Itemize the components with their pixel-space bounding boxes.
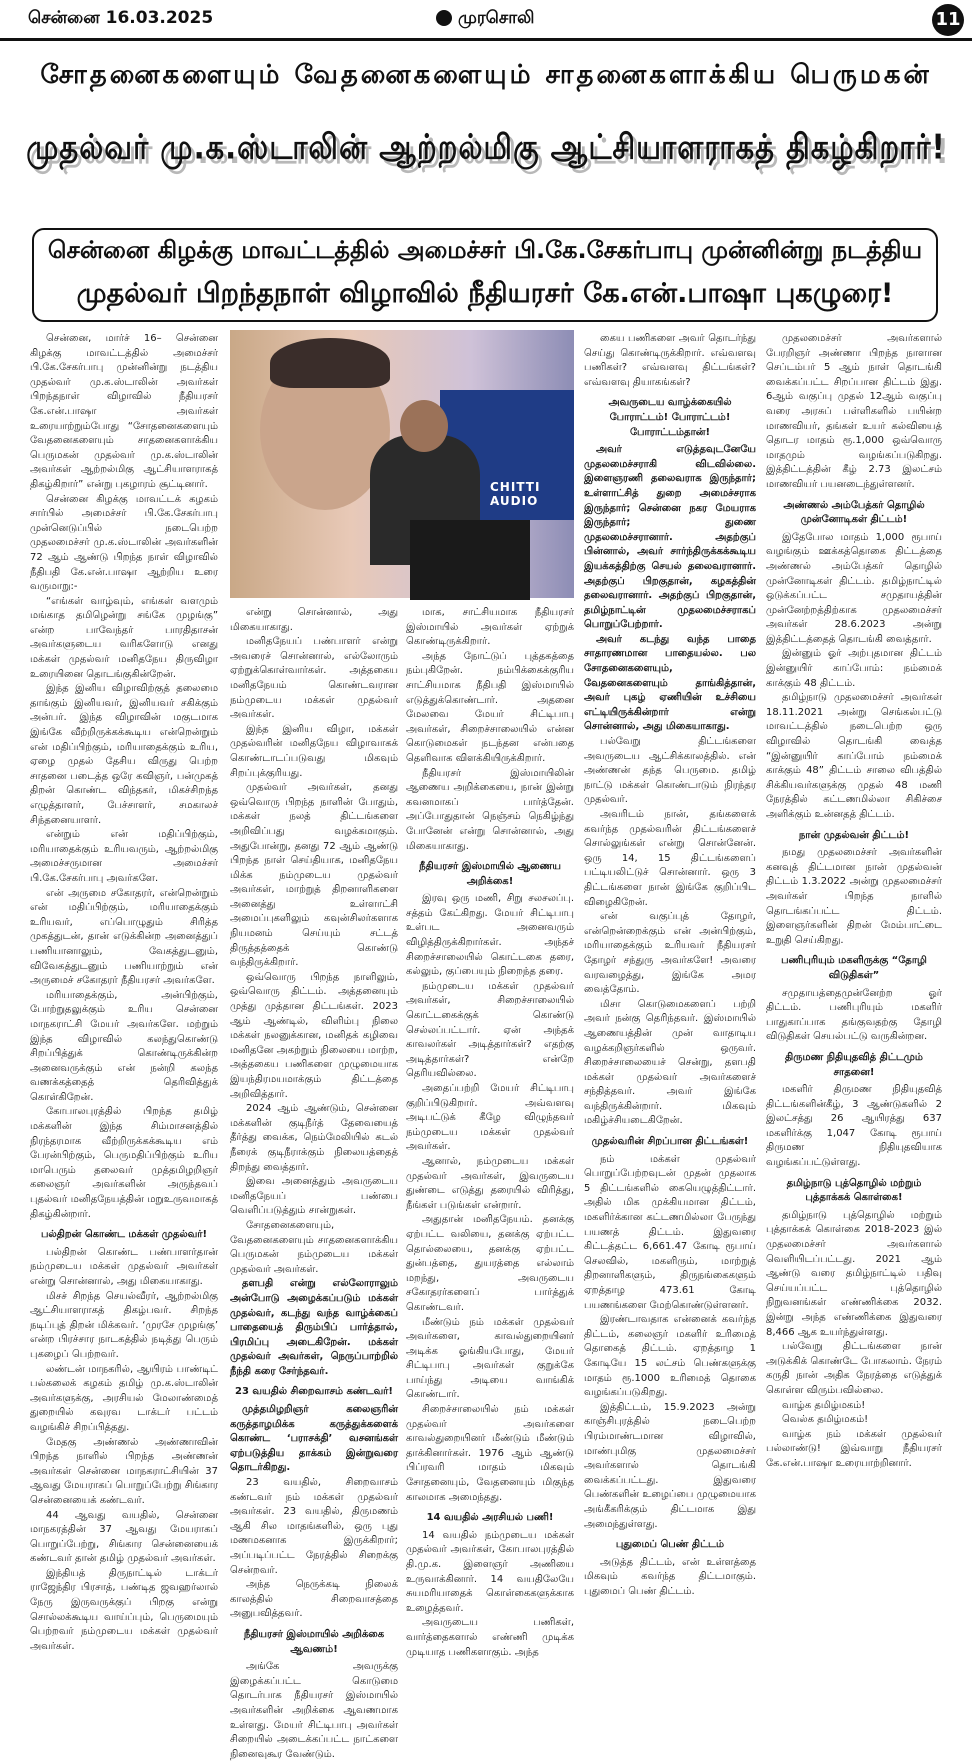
- col2-highlight: தளபதி என்று எல்லோராலும் அன்போடு அழைக்கப்படும் மக்கள் முதல்வர், கடந்து வந்த வாழ்க்கைப் பாதையைத் திரும்பிப் பார்த்தால், பிரமிப்பு அடைகிறேன். மக்கள் முதல்வர் அவர்கள், நெருப்பாற்றில் நீந்தி கரை சேர்ந்தவர்.: [230, 1278, 398, 1377]
- col5-para: இன்னும் ஓர் அற்புதமான திட்டம் இன்னுயிர் காப்போம்: நம்மைக் காக்கும் 48 திட்டம்.: [766, 648, 942, 689]
- col4-highlight: அவர் கடந்து வந்த பாதை சாதாரணமான பாதையல்ல. பல சோதனைகளையும், வேதனைகளையும் தாங்கித்தான், அவர் புகழ் ஏணியின் உச்சியை எட்டியிருக்கின்றார் என்று சொன்னால், அது மிகையாகாது.: [584, 633, 756, 733]
- col1-para: மரியாதைக்கும், அன்பிற்கும், போற்றுதலுக்கும் உரிய சென்னை மாநகராட்சி மேயர் அவர்களே. மற்றும் இந்த விழாவில் கலந்துகொண்டு சிறப்பித்துக் கொண்டிருக்கின்ற அனைவருக்கும் என் நன்றி கலந்த வணக்கத்தைத் தெரிவித்துக் கொள்கிறேன்.: [30, 989, 218, 1103]
- col1-para: பல்திறன் கொண்ட பண்பாளர்தான் நம்முடைய மக்கள் முதல்வர் அவர்கள் என்று சொன்னால், அது மிகையாகாது.: [30, 1246, 218, 1287]
- col5-para: நமது முதலமைச்சர் அவர்களின் கனவுத் திட்டமான நான் முதல்வன் திட்டம் 1.3.2022 அன்று முதலமைச்சர் அவர்கள் பிறந்த நாளில் தொடங்கப்பட்ட திட்டம். இளைஞர்களின் திறன் மேம்பாட்டை உறுதி செய்கிறது.: [766, 847, 942, 946]
- col2-para: சோதனைகளையும், வேதனைகளையும் சாதனைகளாக்கிய பெருமகன் நம்முடைய மக்கள் முதல்வர் அவர்கள்.: [230, 1219, 398, 1275]
- col5-para: முதலமைச்சர் அவர்களால் பேரறிஞர் அண்ணா பிறந்த நாளான செப்டம்பர் 5 ஆம் நாள் தொடங்கி வைக்கப்பட்ட சிறப்பான திட்டம் இது. 6ஆம் வகுப்பு முதல் 12ஆம் வகுப்பு வரை அரசுப் பள்ளிகளில் பயின்ற மாணவியர், தங்கள் உயர் கல்வியைத் தொடர மாதம் ரூ.1,000 ஒவ்வொரு மாதமும் வழங்கப்படுகிறது. இத்திட்டத்தின் கீழ் 2.73 இலட்சம் மாணவியர் பயனடைந்துள்ளனர்.: [766, 333, 942, 490]
- col2-para: 2024 ஆம் ஆண்டும், சென்னை மக்களின் குடிநீர்த் தேவையைத் தீர்த்து வைக்க, நெம்மேலியில் கடல் நீரைக் குடிநீராக்கும் நிலையத்தைத் திறந்து வைத்தார்.: [230, 1103, 398, 1173]
- col1-para: மேதகு அண்ணல் அண்ணாவின் பிறந்த நாளில் பிறந்த அண்ணன் அவர்கள் சென்னை மாநகராட்சியின் 37 ஆவது மேயராகப் பொறுப்பேற்று சிங்கார சென்னையைக் கண்டவர்.: [30, 1436, 218, 1506]
- paper-logo-icon: [436, 10, 452, 26]
- col5-para: மகளிர் திருமண நிதியுதவித் திட்டங்களின்கீழ், 3 ஆண்டுகளில் 2 இலட்சத்து 26 ஆயிரத்து 637 மகளிர்க்கு 1,047 கோடி ரூபாய் திருமண நிதியுதவியாக வழங்கப்பட்டுள்ளது.: [766, 1084, 942, 1169]
- col5-para: வாழ்க தமிழ்மகம்!: [782, 1399, 866, 1411]
- article-column-5: [766, 332, 942, 1492]
- col3-para: அந்த நோட்டுப் புத்தகத்தை நம்புகிறேன். நம்பிக்கைக்குரிய சாட்சியமாக நீதிபதி இஸ்மாயில் எடுத்துக்கொண்டார். அதனை மேலவை மேயர் சிட்டிபாபு அவர்கள், சிறைச்சாலையில் என்ன கொடுமைகள் நடந்தன என்பதை தெளிவாக விளக்கியிருக்கிறார்.: [406, 650, 574, 764]
- col3-subhead: நீதியரசர் இஸ்மாயில் ஆணைய அறிக்கை!: [419, 861, 561, 887]
- col1-para: கோபாலபுரத்தில் பிறந்த தமிழ் மக்களின் இந்த சிம்மாசனத்தில் நிரந்தரமாக வீற்றிருக்கக்கூடிய எம் பேரன்பிற்கும், பெருமதிப்பிற்கும் உரிய மாபெரும் தலைவர் முத்தமிழறிஞர் கலைஞர் அவர்களின் அருந்தவப் புதல்வர் மனிதநேயத்தின் மறுஉருவமாகத் திகழ்கின்றார்.: [30, 1106, 218, 1220]
- col4-para: இத்திட்டம், 15.9.2023 அன்று காஞ்சிபுரத்தில் நடைபெற்ற பிரம்மாண்டமான விழாவில், மாண்புமிகு முதலமைச்சர் அவர்களால் தொடங்கி வைக்கப்பட்டது. இதுவரை பெண்களின் உழைப்பை முழுமையாக அங்கீகரிக்கும் திட்டமாக இது அமைந்துள்ளது.: [584, 1401, 756, 1530]
- col1-para: இந்தியத் திருநாட்டில் டாக்டர் ராஜேந்திர பிரசாத், பண்டித ஜவஹர்லால் நேரு இருவருக்குப் பிறகு என்று சொல்லக்கூடிய வாய்ப்பும், பெருமையும் பெற்றவர் நம்முடைய மக்கள் முதல்வர் அவர்கள்.: [30, 1567, 218, 1652]
- col2-para: என்று சொன்னால், அது மிகையாகாது.: [230, 607, 398, 633]
- col5-subhead: நான் முதல்வன் திட்டம்!: [798, 829, 910, 841]
- col4-highlight: அவர் எடுத்தவுடனேயே முதலமைச்சராகி விடவில்லை. இளைஞரணி தலைவராக இருந்தார்; உள்ளாட்சித் துறை அமைச்சராக இருந்தார்; சென்னை நகர மேயராக இருந்தார்; துணை முதலமைச்சரானார். அதற்குப் பின்னால், அவர் சார்ந்திருக்கக்கூடிய இயக்கத்திற்கு செயல் தலைவரானார். அதற்குப் பிறகுதான், கழகத்தின் தலைவரானார். அதற்குப் பிறகுதான், தமிழ்நாட்டின் முதலமைச்சராகப் பொறுப்பேற்றார்.: [584, 444, 756, 631]
- col4-para: பல்வேறு திட்டங்களை அவருடைய ஆட்சிக்காலத்தில். என் அண்ணன் தந்த பெருமை. தமிழ் நாட்டு மக்கள் கொண்டாடும் நிரந்தர முதல்வர்.: [584, 736, 756, 806]
- col3-para: சிறைச்சாலையில் நம் மக்கள் முதல்வர் அவர்களை காவல்துறையினர் மீண்டும் மீண்டும் தாக்கினார்கள். 1976 ஆம் ஆண்டு பிப்ரவரி மாதம் மிகவும் சோதனையும், வேதனையும் மிகுந்த காலமாக அமைந்தது.: [406, 1404, 574, 1503]
- col5-para: இதேபோல மாதம் 1,000 ரூபாய் வழங்கும் ஊக்கத்தொகை திட்டத்தை அண்ணல் அம்பேத்கர் தொழில் முன்னோடிகள் திட்டம். தமிழ்நாட்டில் ஒடுக்கப்பட்ட சமுதாயத்தின் முன்னேற்றத்திற்காக முதலமைச்சர் அவர்கள் 28.6.2023 அன்று இத்திட்டத்தைத் தொடங்கி வைத்தார்.: [766, 531, 942, 645]
- col1-para: சென்னை, மார்ச் 16– சென்னை கிழக்கு மாவட்டத்தில் அமைச்சர் பி.கே.சேகர்பாபு முன்னின்று நடத்திய முதல்வர் மு.க.ஸ்டாலின் அவர்கள் பிறந்தநாள் விழாவில் நீதியரசர் கே.என்.பாஷா அவர்கள் உரையாற்றும்போது “சோதனைகளையும் வேதனைகளையும் சாதனைகளாக்கிய பெருமகன் முதல்வர் மு.க.ஸ்டாலின் அவர்கள் ஆற்றல்மிகு ஆட்சியாளராகத் திகழ்கிறார்” என்று புகழாரம் சூட்டினார்.: [30, 333, 218, 490]
- col1-para: “எங்கள் வாழ்வும், எங்கள் வளமும் மங்காத தமிழென்று சங்கே முழங்கு” என்ற பாவேந்தர் பாரதிதாசன் அவர்களுடைய வரிகளோடு எனது மக்கள் முதல்வர் மனிதநேய திருவிழா உரையினை தொடங்குகின்றேன்.: [30, 595, 218, 680]
- photo-portrait-hair: [270, 338, 390, 388]
- col3-para: நீதியரசர் இஸ்மாயிலின் ஆணைய அறிக்கையை, நான் இன்று கவனமாகப் பார்த்தேன். அப்போதுதான் நெஞ்சம் நெகிழ்ந்து போனேன் என்று சொன்னால், அது மிகையாகாது.: [406, 767, 574, 852]
- col4-subhead: முதல்வரின் சிறப்பான திட்டங்கள்!: [591, 1136, 749, 1148]
- col4-para: அடுத்த திட்டம், என் உள்ளத்தை மிகவும் கவர்ந்த திட்டமாகும். புதுமைப் பெண் திட்டம்.: [584, 1556, 756, 1597]
- masthead-rule: [0, 38, 972, 41]
- col2-para: மனிதநேயப் பண்பாளர் என்று அவரைச் சொன்னால், எல்லோரும் ஏற்றுக்கொள்வார்கள். அத்தகைய மனிதநேயம் கொண்டவரான நம்முடைய மக்கள் முதல்வர் அவர்கள்.: [230, 636, 398, 721]
- col4-para: கைய பணிகளை அவர் தொடர்ந்து செய்து கொண்டிருக்கிறார். எவ்வளவு பணிகள்? எவ்வளவு திட்டங்கள்? எவ்வளவு தியாகங்கள்?: [584, 333, 756, 388]
- col3-para: அதுதான் மனிதநேயம். தனக்கு ஏற்பட்ட வலியை, தனக்கு ஏற்பட்ட தொல்லையை, தனக்கு ஏற்பட்ட துன்பத்தை, துயரத்தை எல்லாம் மறந்து, அவருடைய சகோதரர்களைப் பார்த்துக் கொண்டவர்.: [406, 1214, 574, 1313]
- article-column-1: [30, 332, 218, 1652]
- col1-para: சென்னை கிழக்கு மாவட்டக் கழகம் சார்பில் அமைச்சர் பி.கே.சேகர்பாபு முன்னெடுப்பில் நடைபெற்ற முதலமைச்சர் மு.க.ஸ்டாலின் அவர்களின் 72 ஆம் ஆண்டு பிறந்த நாள் விழாவில் நீதிபதி கே.என்.பாஷா ஆற்றிய உரை வருமாறு:-: [30, 493, 218, 593]
- col3-para: மீண்டும் நம் மக்கள் முதல்வர் அவர்களை, காவல்துறையினர் அடிக்க ஓங்கியபோது, மேயர் சிட்டிபாபு அவர்கள் குறுக்கே பாய்ந்து அடியை வாங்கிக் கொண்டார்.: [406, 1316, 574, 1401]
- col2-para: முதல்வர் அவர்கள், தனது ஒவ்வொரு பிறந்த நாளின் போதும், மக்கள் நலத் திட்டங்களை அறிவிப்பது வழக்கமாகும். அதுபோன்று, தனது 72 ஆம் ஆண்டு பிறந்த நாள் செய்தியாக, மனிதநேய மிக்க நம்முடைய முதல்வர் அவர்கள், மாற்றுத் திறனாளிகளை அனைத்து உள்ளாட்சி அமைப்புகளிலும் கவுன்சிலர்களாக நியமனம் செய்யும் சட்டத் திருத்தத்தைக் கொண்டு வந்திருக்கிறார்.: [230, 782, 398, 969]
- paper-brand: [436, 8, 535, 30]
- col3-para: இரவு ஒரு மணி, சிறு சலசலப்பு. சத்தம் கேட்கிறது. மேயர் சிட்டிபாபு உள்பட அனைவரும் விழித்திருக்கிறார்கள். அந்தச் சிறைச்சாலையில் கொட்டகை தரை, கல்லும், குப்பையும் நிறைந்த தரை.: [406, 893, 574, 978]
- col5-para: வாழ்க நம் மக்கள் முதல்வர் பல்லாண்டு! இவ்வாறு நீதியரசர் கே.என்.பாஷா உரையாற்றினார்.: [766, 1428, 942, 1469]
- page-number-badge: 11: [932, 4, 964, 36]
- col1-para: 44 ஆவது வயதில், சென்னை மாநகரத்தின் 37 ஆவது மேயராகப் பொறுப்பேற்று, சிங்கார சென்னையைக் கண்டவர் தான் தமிழ் முதல்வர் அவர்கள்.: [30, 1509, 218, 1565]
- col5-subhead: திருமண நிதியுதவித் திட்டமும் சாதனை!: [785, 1051, 923, 1078]
- col1-para: என் அருமை சகோதரர், என்றென்றும் என் மதிப்பிற்கும், மரியாதைக்கும் உரியவர், எப்பொழுதும் சிரித்த முகத்துடன், தான் எடுக்கின்ற அனைத்துப் பணியானாலும், வேகத்துடனும், விவேகத்துடனும் பணியாற்றும் என் அருமைச் சகோதரர் நீதியரசர் அவர்களே.: [30, 887, 218, 987]
- col2-highlight: முத்தமிழறிஞர் கலைஞரின் கருத்தாழமிக்க கருத்துக்களைக் கொண்ட ‘பராசக்தி’ வசனங்கள் ஏற்படுத்திய தாக்கம் இன்றுவரை தொடர்கிறது.: [230, 1404, 398, 1474]
- col5-para: பல்வேறு திட்டங்களை நான் அடுக்கிக் கொண்டே போகலாம். நேரம் கருதி நான் அதிக நேரத்தை எடுத்துக் கொள்ள விரும்பவில்லை.: [766, 1341, 942, 1396]
- deck-box: [32, 228, 938, 322]
- col3-para: மாக, சாட்சியமாக நீதியரசர் இஸ்மாயில் அவர்கள் ஏற்றுக் கொண்டிருக்கிறார்.: [406, 607, 574, 648]
- paper-name: முரசொலி: [458, 8, 535, 28]
- col2-subhead: 23 வயதில் சிறைவாசம் கண்டவர்!: [235, 1386, 393, 1398]
- col3-para: 14 வயதில் நம்முடைய மக்கள் முதல்வர் அவர்கள், கோபாலபுரத்தில் தி.மு.க. இளைஞர் அணியை உருவாக்கினார். 14 வயதிலேயே சுயமரியாதைக் கொள்கைகளுக்காக உழைத்தவர்.: [406, 1529, 574, 1614]
- col4-para: இரண்டாவதாக என்னைக் கவர்ந்த திட்டம், கலைஞர் மகளிர் உரிமைத் தொகைத் திட்டம். ஏறத்தாழ 1 கோடியே 15 லட்சம் பெண்களுக்கு மாதம் ரூ.1000 உரிமைத் தொகை வழங்கப்படுகிறது.: [584, 1314, 756, 1399]
- article-column-2: [230, 606, 398, 1760]
- col3-subhead: 14 வயதில் அரசியல் பணி!: [426, 1512, 554, 1524]
- col5-subhead: தமிழ்நாடு புத்தொழில் மற்றும் புத்தாக்கக் கொள்கை!: [786, 1177, 922, 1204]
- event-photo: [230, 330, 574, 598]
- col3-para: அதைப்பற்றி மேயர் சிட்டிபாபு குறிப்பிடுகிறார். அவ்வளவு அடிபட்டுக் கீழே விழுந்தவர் நம்முடைய மக்கள் முதல்வர் அவர்கள்.: [406, 1083, 574, 1153]
- photo-podium: [410, 520, 530, 600]
- col4-para: நம் மக்கள் முதல்வர் பொறுப்பேற்றவுடன் முதன் முதலாக 5 திட்டங்களில் கையெழுத்திட்டார். அதில் மிக முக்கியமான திட்டம், மகளிர்க்கான கட்டணமில்லா பேருந்து பயணத் திட்டம். இதுவரை கிட்டத்தட்ட 6,661.47 கோடி ரூபாய் செலவில், மகளிரும், மாற்றுத் திறனாளிகளும், திருநங்கைகளும் ஏறத்தாழ 473.61 கோடி பயணங்களை மேற்கொண்டுள்ளனர்.: [584, 1153, 756, 1311]
- article-column-3: [406, 606, 574, 1658]
- deck-line-1: சென்னை கிழக்கு மாவட்டத்தில் அமைச்சர் பி.கே.சேகர்பாபு முன்னின்று நடத்திய: [47, 236, 923, 264]
- col2-para: இவை அனைத்தும் அவருடைய மனிதநேயப் பண்பை வெளிப்படுத்தும் சான்றுகள்.: [230, 1176, 398, 1217]
- col5-para: தமிழ்நாடு புத்தொழில் மற்றும் புத்தாக்கக் கொள்கை 2018-2023 இல் முதலமைச்சர் அவர்களால் வெளியிடப்பட்டது. 2021 ஆம் ஆண்டு வரை தமிழ்நாட்டில் பதிவு செய்யப்பட்ட புத்தொழில் நிறுவனங்கள் எண்ணிக்கை 2032. இன்று அந்த எண்ணிக்கை இதுவரை 8,466 ஆக உயர்ந்துள்ளது.: [766, 1209, 942, 1338]
- col5-subhead: பணிபுரியும் மகளிருக்கு “தோழி விடுதிகள்”: [781, 955, 927, 981]
- photo-banner-text: CHITTI AUDIO: [490, 480, 541, 508]
- col1-para: லண்டன் மாநகரில், ஆயிரம் பாண்டிட் பல்கலைக் கழகம் தமிழ் மு.க.ஸ்டாலின் அவர்களுக்கு, அரசியல் மேலாண்மைத் துறையில் கவுரவ டாக்டர் பட்டம் வழங்கிச் சிறப்பித்தது.: [30, 1363, 218, 1433]
- col4-subhead: புதுமைப் பெண் திட்டம்: [615, 1539, 725, 1551]
- col1-para: இந்த இனிய விழாவிற்குத் தலைமை தாங்கும் இனியவர், இனியவர் சகிக்கும் அன்பர். இந்த விழாவின் மகுடமாக இங்கே வீற்றிருக்கக்கூடிய என்றென்றும் என் மதிப்பிற்கும், மரியாதைக்கும் உரிய, ஏழை முதல் தேசிய விருது பெற்ற சாதனை படைத்த ஒரே கவிஞர், பன்முகத் திறன் கொண்ட விந்தகர், மிகச்சிறந்த எழுத்தாளர், பேச்சாளர், சமகாலச் சிந்தனையாளர்.: [30, 683, 218, 826]
- col1-para: என்றும் என் மதிப்பிற்கும், மரியாதைக்கும் உரியவரும், ஆற்றல்மிகு அமைச்சருமான அமைச்சர் பி.கே.சேகர்பாபு அவர்களே.: [30, 829, 218, 884]
- kicker: சோதனைகளையும் வேதனைகளையும் சாதனைகளாக்கிய பெருமகன்: [40, 60, 932, 90]
- col5-subhead: அண்ணல் அம்பேத்கர் தொழில் முன்னோடிகள் திட்டம்!: [783, 499, 925, 526]
- col3-para: ஆனால், நம்முடைய மக்கள் முதல்வர் அவர்கள், இவருடைய துண்டை எடுத்து தரையில் விரித்து, நீங்கள் படுங்கள் என்றார்.: [406, 1155, 574, 1211]
- headline: முதல்வர் மு.க.ஸ்டாலின் ஆற்றல்மிகு ஆட்சியாளராகத் திகழ்கிறார்!: [26, 126, 946, 167]
- col5-para: தமிழ்நாடு முதலமைச்சர் அவர்கள் 18.11.2021 அன்று செங்கல்பட்டு மாவட்டத்தில் நடைபெற்ற ஒரு விழாவில் தொடங்கி வைத்த “இன்னுயிர் காப்போம் நம்மைக் காக்கும் 48” திட்டம் சாலை விபத்தில் சிக்கியவர்களுக்கு முதல் 48 மணி நேரத்தில் கட்டணமில்லா சிகிச்சை அளிக்கும் உன்னதத் திட்டம்.: [766, 692, 942, 820]
- col5-para: வெல்க தமிழ்மகம்!: [782, 1414, 869, 1426]
- col2-subhead: நீதியரசர் இஸ்மாயில் அறிக்கை ஆவணம்!: [243, 1628, 385, 1655]
- col2-para: அங்கே அவருக்கு இழைக்கப்பட்ட கொடுமை தொடர்பாக நீதியரசர் இஸ்மாயில் அவர்களின் அறிக்கை ஆவணமாக உள்ளது. மேயர் சிட்டிபாபு அவர்கள் சிறையில் அடைக்கப்பட்ட நாட்களை நினைவுகூர வேண்டும்.: [230, 1661, 398, 1760]
- col1-para: மிசச் சிறந்த செயல்வீரர், ஆற்றல்மிகு ஆட்சியாளராகத் திகழ்பவர். சிறந்த நடிப்புத் திறன் மிக்கவர். ‘முரசே முழங்கு’ என்ற பிரச்சார நாடகத்தில் நடித்து பெரும் புகழைப் பெற்றவர்.: [30, 1290, 218, 1360]
- photo-speaker-head: [400, 400, 448, 452]
- article-column-4: [584, 332, 756, 1597]
- col4-para: அவரிடம் நான், தங்களைக் கவர்ந்த முதல்வரின் திட்டங்களைச் சொல்லுங்கள் என்று சொன்னேன். ஒரு 14, 15 திட்டங்களைப் பட்டியலிட்டுச் சொன்னார். ஒரு 3 திட்டங்களை நான் இங்கே குறிப்பிட விழைகிறேன்.: [584, 809, 756, 908]
- col1-subhead: பல்திறன் கொண்ட மக்கள் முதல்வர்!: [40, 1229, 208, 1241]
- col2-para: இந்த இனிய விழா, மக்கள் முதல்வரின் மனிதநேய விழாவாகக் கொண்டாடப்படுவது மிகவும் சிறப்புக்குரியது.: [230, 723, 398, 779]
- deck-line-2: முதல்வர் பிறந்தநாள் விழாவில் நீதியரசர் கே.என்.பாஷா புகழுரை!: [76, 278, 894, 309]
- col2-para: 23 வயதில், சிறைவாசம் கண்டவர் நம் மக்கள் முதல்வர் அவர்கள். 23 வயதில், திருமணம் ஆகி சில மாதங்களில், ஒரு புது மணமகனாக இருக்கிறார்; அப்படிப்பட்ட நேரத்தில் சிறைக்கு சென்றவர்.: [230, 1477, 398, 1576]
- issue-date: சென்னை 16.03.2025: [28, 8, 214, 28]
- col4-para: என் வகுப்புத் தோழர், என்றென்றைக்கும் என் அன்பிற்கும், மரியாதைக்கும் உரியவர் நீதியரசர் தோழர் சந்துரு அவர்களே! அவரை வரவழைத்து, இங்கே அமர வைத்தோம்.: [584, 911, 756, 996]
- col3-para: அவருடைய பணிகள், வார்த்தைகளால் எண்ணி முடிக்க முடியாத பணிகளாகும். அந்த: [406, 1617, 574, 1658]
- col4-para: மிசா கொடுமைகளைப் பற்றி அவர் நன்கு தெரிந்தவர். இஸ்மாயில் ஆணையத்தின் முன் வாதாடிய வழக்கறிஞர்களில் ஒருவர். சிறைச்சாலையைச் சென்று, தளபதி மக்கள் முதல்வர் அவர்களைச் சந்தித்தவர். அவர் இங்கே வந்திருக்கின்றார். மிகவும் மகிழ்ச்சியடைகிறேன்.: [584, 998, 756, 1127]
- col2-para: ஒவ்வொரு பிறந்த நாளிலும், ஒவ்வொரு திட்டம். அத்தனையும் முத்து முத்தான திட்டங்கள். 2023 ஆம் ஆண்டில், விளிம்பு நிலை மக்கள் நலனுக்கான, மனிதக் கழிவை மனிதனே அகற்றும் நிலையை மாற்ற, அத்தகைய பணிகளை முழுமையாக இயந்திரமயமாக்கும் திட்டத்தை அறிவித்தார்.: [230, 971, 398, 1100]
- col2-para: அந்த நெருக்கடி நிலைக் காலத்தில் சிறைவாசத்தை அனுபவித்தவர்.: [230, 1579, 398, 1620]
- masthead: [0, 0, 972, 40]
- col4-subhead: அவருடைய வாழ்க்கையில் போராட்டம்! போராட்டம்! போராட்டம்தான்!: [608, 397, 732, 438]
- col5-para: சமுதாயத்தைமுன்னேற்ற ஓர் திட்டம். பணிபுரியும் மகளிர் பாதுகாப்பாக தங்குவதற்கு தோழி விடுதிகள் செயல்பட்டு வருகின்றன.: [766, 987, 942, 1043]
- col3-para: நம்முடைய மக்கள் முதல்வர் அவர்கள், சிறைச்சாலையில் கொட்டகைக்குக் கொண்டு செல்லப்பட்டார். ஏன் அந்தக் காவலர்கள் அடித்தார்கள்? எதற்கு அடித்தார்கள்? என்றே தெரியவில்லை.: [406, 980, 574, 1080]
